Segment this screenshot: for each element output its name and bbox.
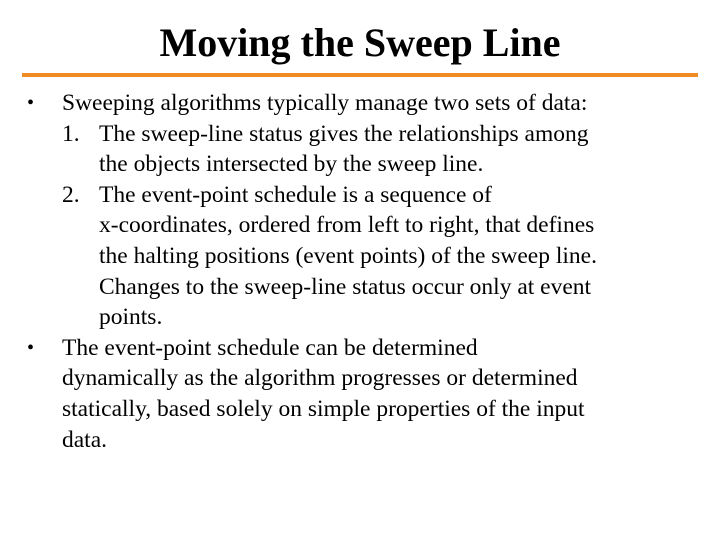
bullet-1-line-1 <box>0 88 720 119</box>
item-1-line-1 <box>0 119 720 150</box>
item-2-text-line-5: points. <box>99 304 163 331</box>
item-1-number: 1. <box>62 120 80 147</box>
item-2-text-line-3: the halting positions (event points) of the sweep line. <box>99 242 597 269</box>
item-2-text-line-2: x‑coordinates, ordered from left to right, that defines <box>99 212 595 239</box>
bullet-2-text-line-3: statically, based solely on simple properties of the input <box>62 395 585 422</box>
bullet-2-line-3 <box>0 394 720 425</box>
item-1-text-line-2: the objects intersected by the sweep line. <box>99 151 484 178</box>
item-2-line-5 <box>0 302 720 333</box>
bullet-2-text-line-1: The event‑point schedule can be determined <box>62 334 478 361</box>
bullet-2-text-line-4: data. <box>62 426 108 453</box>
item-2-line-4 <box>0 272 720 303</box>
bullet-2-line-4 <box>0 425 720 456</box>
bullet-1-text: Sweeping algorithms typically manage two sets of data: <box>62 90 588 116</box>
bullet-marker: • <box>27 92 35 114</box>
item-2-text-line-1: The event‑point schedule is a sequence of <box>99 181 492 208</box>
slide-title: Moving the Sweep Line <box>159 20 561 65</box>
title-underline <box>22 73 698 77</box>
item-2-number: 2. <box>62 181 80 208</box>
bullet-marker: • <box>27 336 35 359</box>
item-2-text-line-4: Changes to the sweep‑line status occur only at event <box>99 273 592 300</box>
item-1-text-line-1: The sweep‑line status gives the relationships among <box>99 120 589 147</box>
bullet-2-line-1 <box>0 333 720 364</box>
slide-body <box>0 88 720 455</box>
bullet-2-text-line-2: dynamically as the algorithm progresses or determined <box>62 365 578 392</box>
item-2-line-3 <box>0 241 720 272</box>
item-2-line-2 <box>0 210 720 241</box>
bullet-2-line-2 <box>0 363 720 394</box>
item-1-line-2 <box>0 149 720 180</box>
item-2-line-1 <box>0 180 720 211</box>
